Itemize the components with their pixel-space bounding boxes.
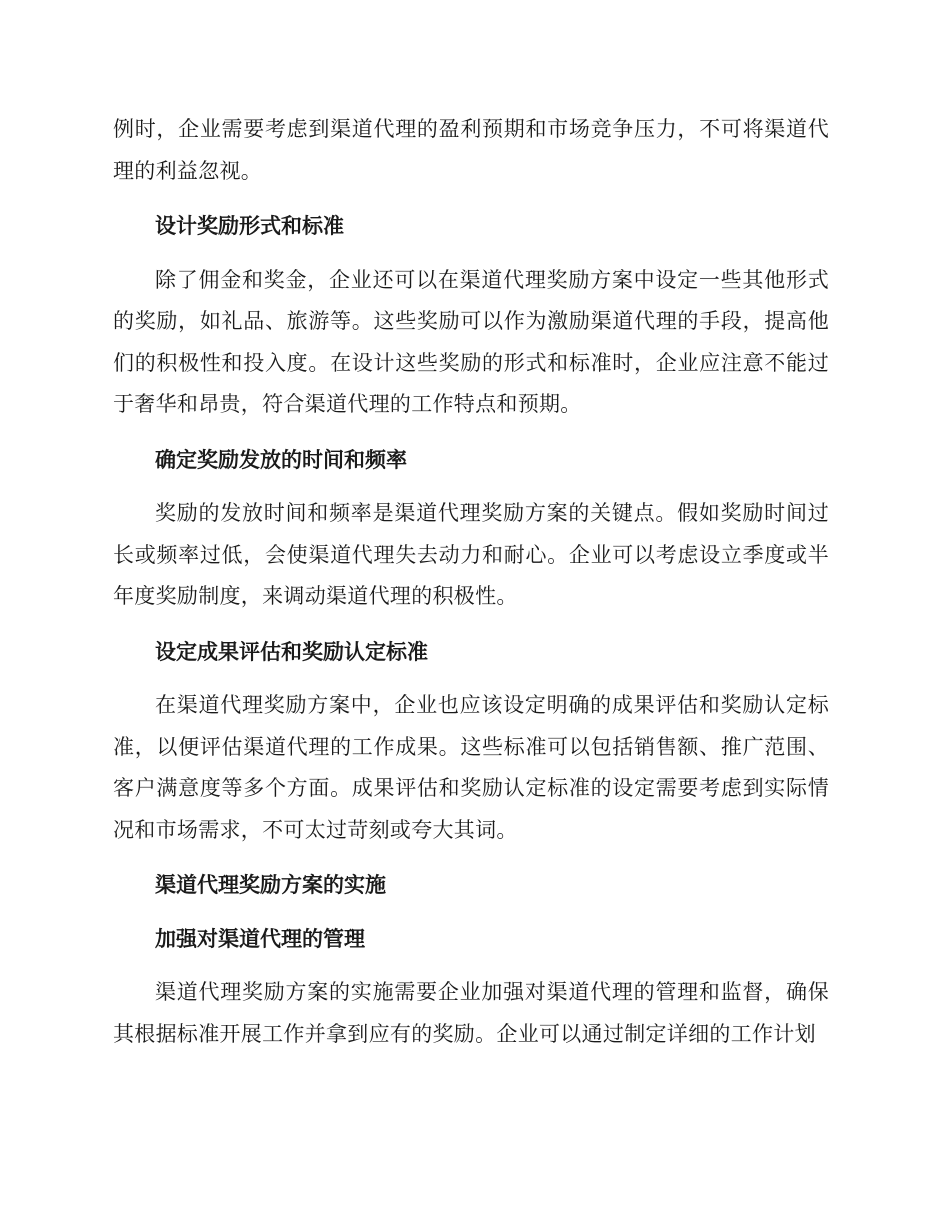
paragraph-continued: 例时，企业需要考虑到渠道代理的盈利预期和市场竞争压力，不可将渠道代理的利益忽视。: [113, 117, 829, 183]
heading-management: 加强对渠道代理的管理: [155, 926, 365, 951]
paragraph-reward-timing: 奖励的发放时间和频率是渠道代理奖励方案的关键点。假如奖励时间过长或频率过低，会使渠道代理失去动力和耐心。企业可以考虑设立季度或半年度奖励制度，来调动渠道代理的积极性。: [113, 501, 829, 608]
heading-reward-timing: 确定奖励发放的时间和频率: [155, 447, 407, 472]
heading-implementation: 渠道代理奖励方案的实施: [155, 873, 386, 897]
paragraph-evaluation-standard: 在渠道代理奖励方案中，企业也应该设定明确的成果评估和奖励认定标准，以便评估渠道代理的工作成果。这些标准可以包括销售额、推广范围、客户满意度等多个方面。成果评估和奖励认定标准的设定需要考虑到实际情况和市场需求，不可太过苛刻或夸大其词。: [113, 693, 829, 842]
heading-evaluation-standard: 设定成果评估和奖励认定标准: [155, 639, 428, 664]
document-body: [113, 109, 829, 1055]
heading-reward-form: 设计奖励形式和标准: [155, 214, 344, 238]
paragraph-reward-form: 除了佣金和奖金，企业还可以在渠道代理奖励方案中设定一些其他形式的奖励，如礼品、旅游等。这些奖励可以作为激励渠道代理的手段，提高他们的积极性和投入度。在设计这些奖励的形式和标准时，企业应注意不能过于奢华和昂贵，符合渠道代理的工作特点和预期。: [113, 267, 829, 416]
paragraph-management: 渠道代理奖励方案的实施需要企业加强对渠道代理的管理和监督，确保其根据标准开展工作并拿到应有的奖励。企业可以通过制定详细的工作计划: [113, 980, 829, 1046]
